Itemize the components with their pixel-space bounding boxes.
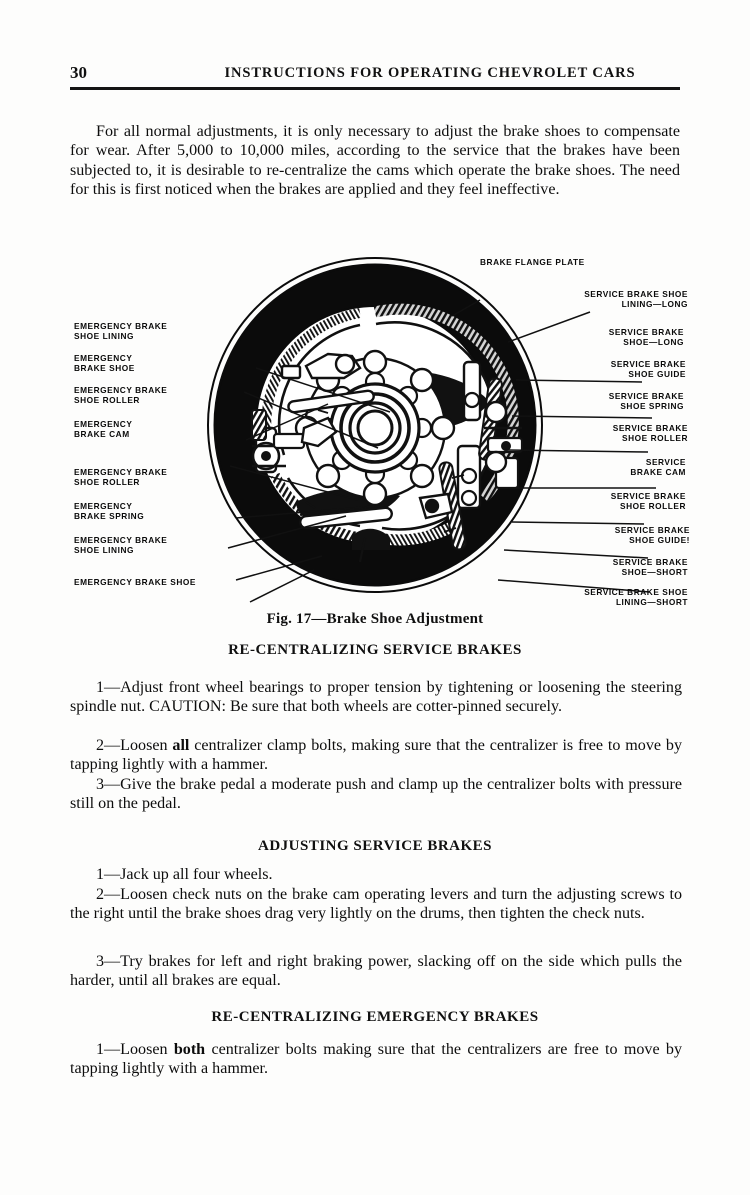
section-0-item-2: 3—Give the brake pedal a moderate push and clamp up the centralizer bolts with pressure still on the pedal. [70, 776, 682, 813]
figure-label-right-5: SERVICE BRAKE CAM [630, 457, 686, 477]
figure-label-left-4: EMERGENCY BRAKE SHOE ROLLER [74, 467, 168, 487]
running-head [70, 63, 680, 91]
section-heading-2: RE-CENTRALIZING EMERGENCY BRAKES [211, 1009, 539, 1025]
figure-label-right-7: SERVICE BRAKE SHOE GUIDE! [614, 525, 690, 545]
figure-label-left-1: EMERGENCY BRAKE SHOE [74, 353, 135, 373]
figure-label-left-6: EMERGENCY BRAKE SHOE LINING [74, 535, 168, 555]
figure-label-right-1: SERVICE BRAKE SHOE—LONG [608, 327, 684, 347]
figure-label-brake-flange-plate: BRAKE FLANGE PLATE [480, 257, 585, 267]
figure-label-left-2: EMERGENCY BRAKE SHOE ROLLER [74, 385, 168, 405]
figure-brake-shoe-adjustment [60, 250, 690, 610]
section-2-item-0 [70, 1040, 682, 1079]
figure-label-right-3: SERVICE BRAKE SHOE SPRING [608, 391, 684, 411]
section-1-item-2: 3—Try brakes for left and right braking power, slacking off on the side which pulls the harder, until all brakes are equal. [70, 953, 682, 990]
figure-label-left-3: EMERGENCY BRAKE CAM [74, 419, 133, 439]
section-heading-1: ADJUSTING SERVICE BRAKES [257, 838, 493, 854]
figure-label-left-5: EMERGENCY BRAKE SPRING [74, 501, 145, 521]
figure-label-right-0: SERVICE BRAKE SHOE LINING—LONG [584, 289, 688, 309]
figure-label-right-2: SERVICE BRAKE SHOE GUIDE [610, 359, 686, 379]
section-1-item-0: 1—Jack up all four wheels. [96, 866, 273, 883]
section-1-item-1: 2—Loosen check nuts on the brake cam operating levers and turn the adjusting screws to the right until the brake shoes drag very lightly on the drums, then tighten the check nuts. [70, 886, 682, 923]
section-2-item-0-text: 1—Loosen both centralizer bolts making sure that the centralizers are free to move by tapping lightly with a hammer. [70, 1041, 682, 1078]
intro-text: For all normal adjustments, it is only necessary to adjust the brake shoes to compensate for wear. After 5,000 to 10,000 miles, according to the service that the brakes have been subjected to, it is desirable to re-centralize the cams which operate the brake shoes. The need for this is first noticed when the brakes are applied and they feel ineffective. [70, 123, 680, 199]
figure-label-right-6: SERVICE BRAKE SHOE ROLLER [610, 491, 686, 511]
figure-label-right-8: SERVICE BRAKE SHOE—SHORT [612, 557, 688, 577]
section-0-item-0: 1—Adjust front wheel bearings to proper tension by tightening or loosening the steering spindle nut. CAUTION: Be sure that both wheels are cotter-pinned securely. [70, 679, 682, 716]
figure-caption: Fig. 17—Brake Shoe Adjustment [266, 611, 484, 627]
page-number: 30 [70, 63, 87, 82]
header-rule [70, 87, 680, 90]
running-head-title: INSTRUCTIONS FOR OPERATING CHEVROLET CARS [224, 65, 636, 81]
figure-label-left-0: EMERGENCY BRAKE SHOE LINING [74, 321, 168, 341]
section-0-item-1 [70, 736, 682, 775]
figure-label-left-7: EMERGENCY BRAKE SHOE [74, 577, 196, 587]
intro-paragraph [70, 122, 680, 200]
figure-label-right-9: SERVICE BRAKE SHOE LINING—SHORT [584, 587, 688, 607]
section-0-item-1-text: 2—Loosen all centralizer clamp bolts, making sure that the centralizer is free to move by tapping lightly with a hammer. [70, 737, 683, 774]
section-heading-0: RE-CENTRALIZING SERVICE BRAKES [228, 642, 522, 658]
figure-label-right-4: SERVICE BRAKE SHOE ROLLER [612, 423, 688, 443]
